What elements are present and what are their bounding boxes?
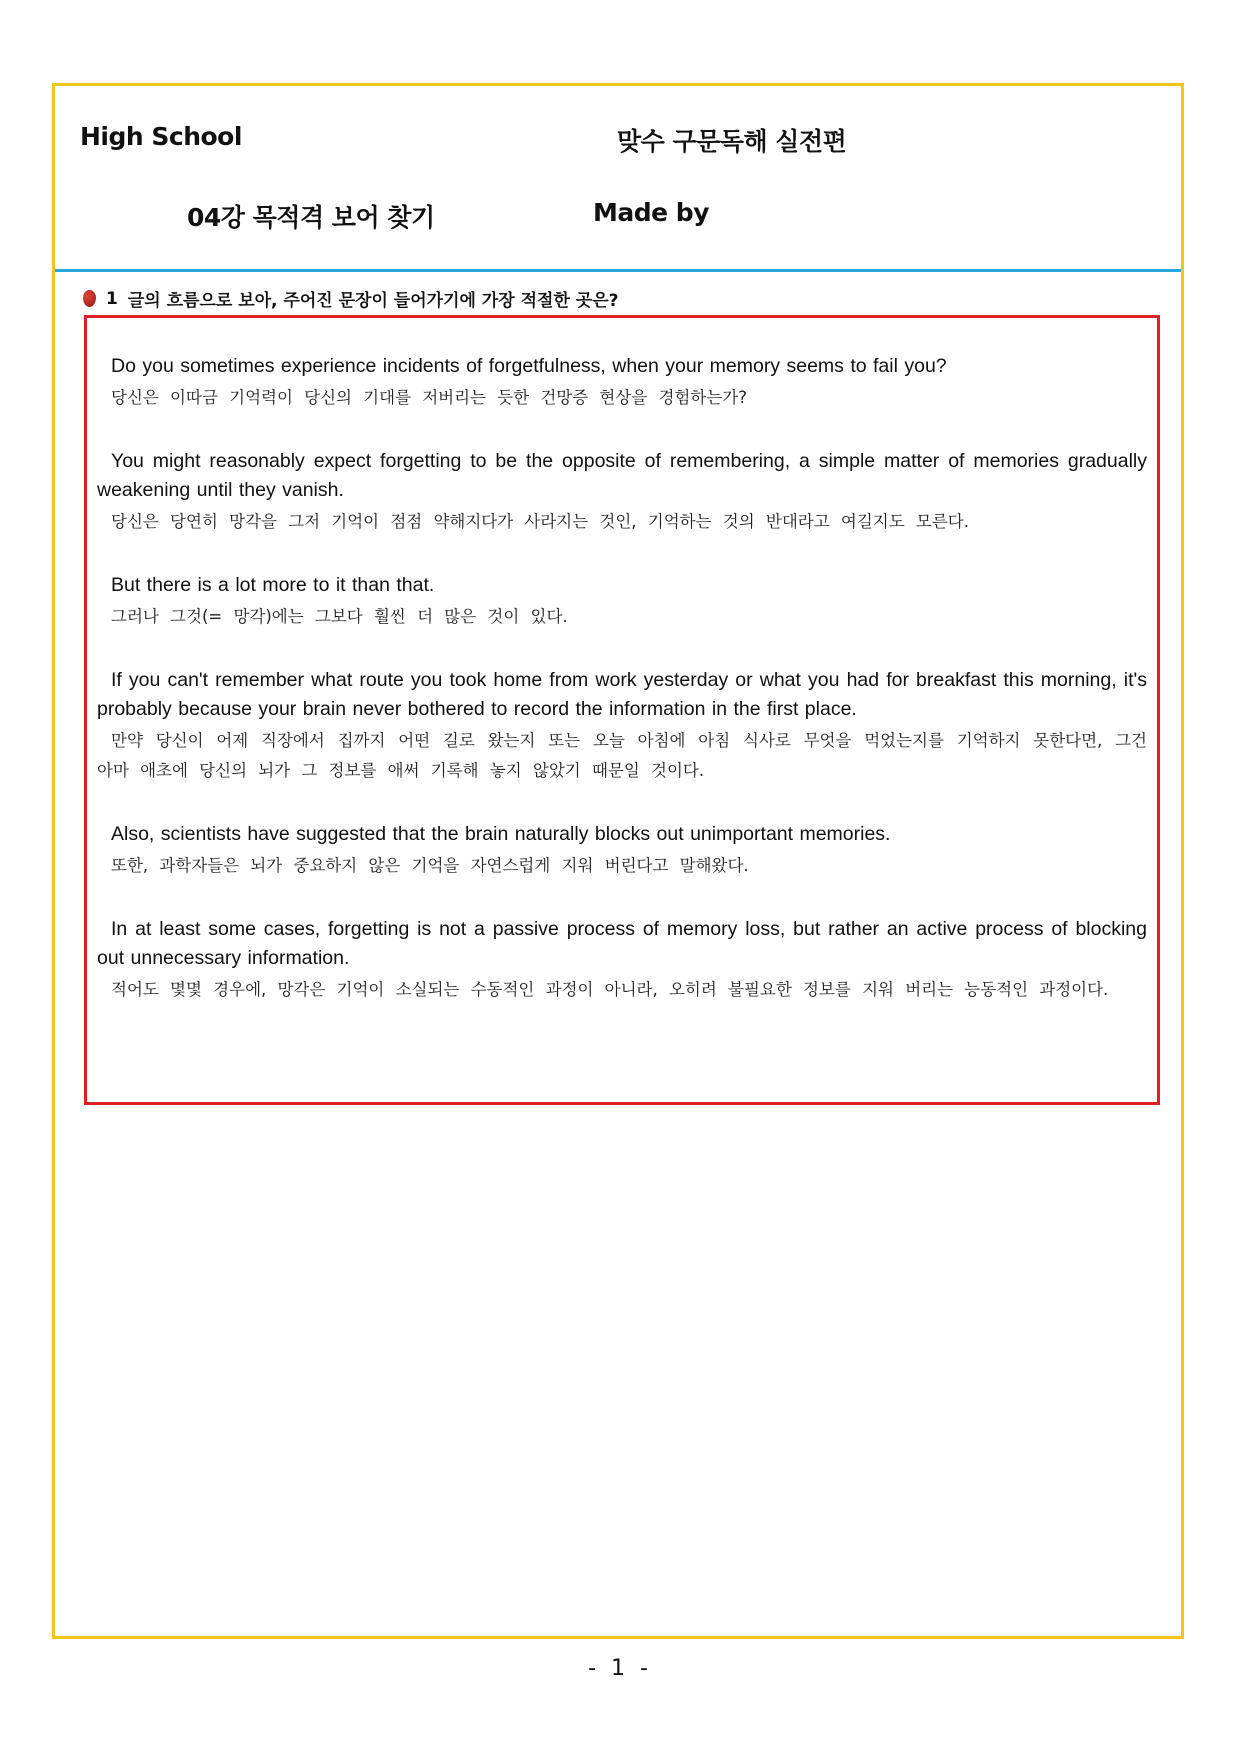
korean-translation: 그러나 그것(= 망각)에는 그보다 훨씬 더 많은 것이 있다. <box>111 607 568 626</box>
question-number: 1 <box>106 288 118 309</box>
sentence-pair-2 <box>97 447 1147 537</box>
english-sentence: You might reasonably expect forgetting to be the opposite of remembering, a simple matter of memories gradually weakening until they vanish. <box>97 450 1147 501</box>
lesson-title: 04강 목적격 보어 찾기 <box>187 203 435 232</box>
english-sentence: Also, scientists have suggested that the brain naturally blocks out unimportant memories. <box>111 823 891 845</box>
book-title: 맞수 구문독해 실전편 <box>617 127 847 156</box>
english-sentence: Do you sometimes experience incidents of forgetfulness, when your memory seems to fail you? <box>111 355 947 377</box>
page-frame <box>52 83 1184 1639</box>
header-divider <box>55 269 1181 272</box>
sentence-pair-5 <box>97 820 1147 881</box>
korean-translation: 당신은 당연히 망각을 그저 기억이 점점 약해지다가 사라지는 것인, 기억하는 것의 반대라고 여길지도 모른다. <box>111 512 969 531</box>
sentence-pair-3 <box>97 571 1147 632</box>
sentence-pair-4 <box>97 666 1147 786</box>
korean-translation: 적어도 몇몇 경우에, 망각은 기억이 소실되는 수동적인 과정이 아니라, 오히려 불필요한 정보를 지워 버리는 능동적인 과정이다. <box>111 980 1109 999</box>
page-number: - 1 - <box>588 1656 652 1681</box>
level-label: High School <box>80 122 242 151</box>
question-prompt: 글의 흐름으로 보아, 주어진 문장이 들어가기에 가장 적절한 곳은? <box>127 291 619 311</box>
english-sentence: But there is a lot more to it than that. <box>111 574 435 596</box>
made-by-label: Made by <box>593 198 709 227</box>
sentence-pair-1 <box>97 352 1147 413</box>
english-sentence: In at least some cases, forgetting is not a passive process of memory loss, but rather an active process of blocking out unnecessary information. <box>97 918 1147 969</box>
passage-box <box>84 315 1160 1105</box>
korean-translation: 당신은 이따금 기억력이 당신의 기대를 저버리는 듯한 건망증 현상을 경험하는가? <box>111 388 747 407</box>
strawberry-icon <box>83 290 96 307</box>
korean-translation: 만약 당신이 어제 직장에서 집까지 어떤 길로 왔는지 또는 오늘 아침에 아침 식사로 무엇을 먹었는지를 기억하지 못한다면, 그건 아마 애초에 당신의 뇌가 그 정보를 애써 기록해 놓지 않았기 때문일 것이다. <box>97 731 1147 780</box>
english-sentence: If you can't remember what route you took home from work yesterday or what you had for breakfast this morning, it's probably because your brain never bothered to record the information in the first place. <box>97 669 1147 720</box>
question-line <box>83 286 618 311</box>
korean-translation: 또한, 과학자들은 뇌가 중요하지 않은 기억을 자연스럽게 지워 버린다고 말해왔다. <box>111 856 749 875</box>
sentence-pair-6 <box>97 915 1147 1005</box>
